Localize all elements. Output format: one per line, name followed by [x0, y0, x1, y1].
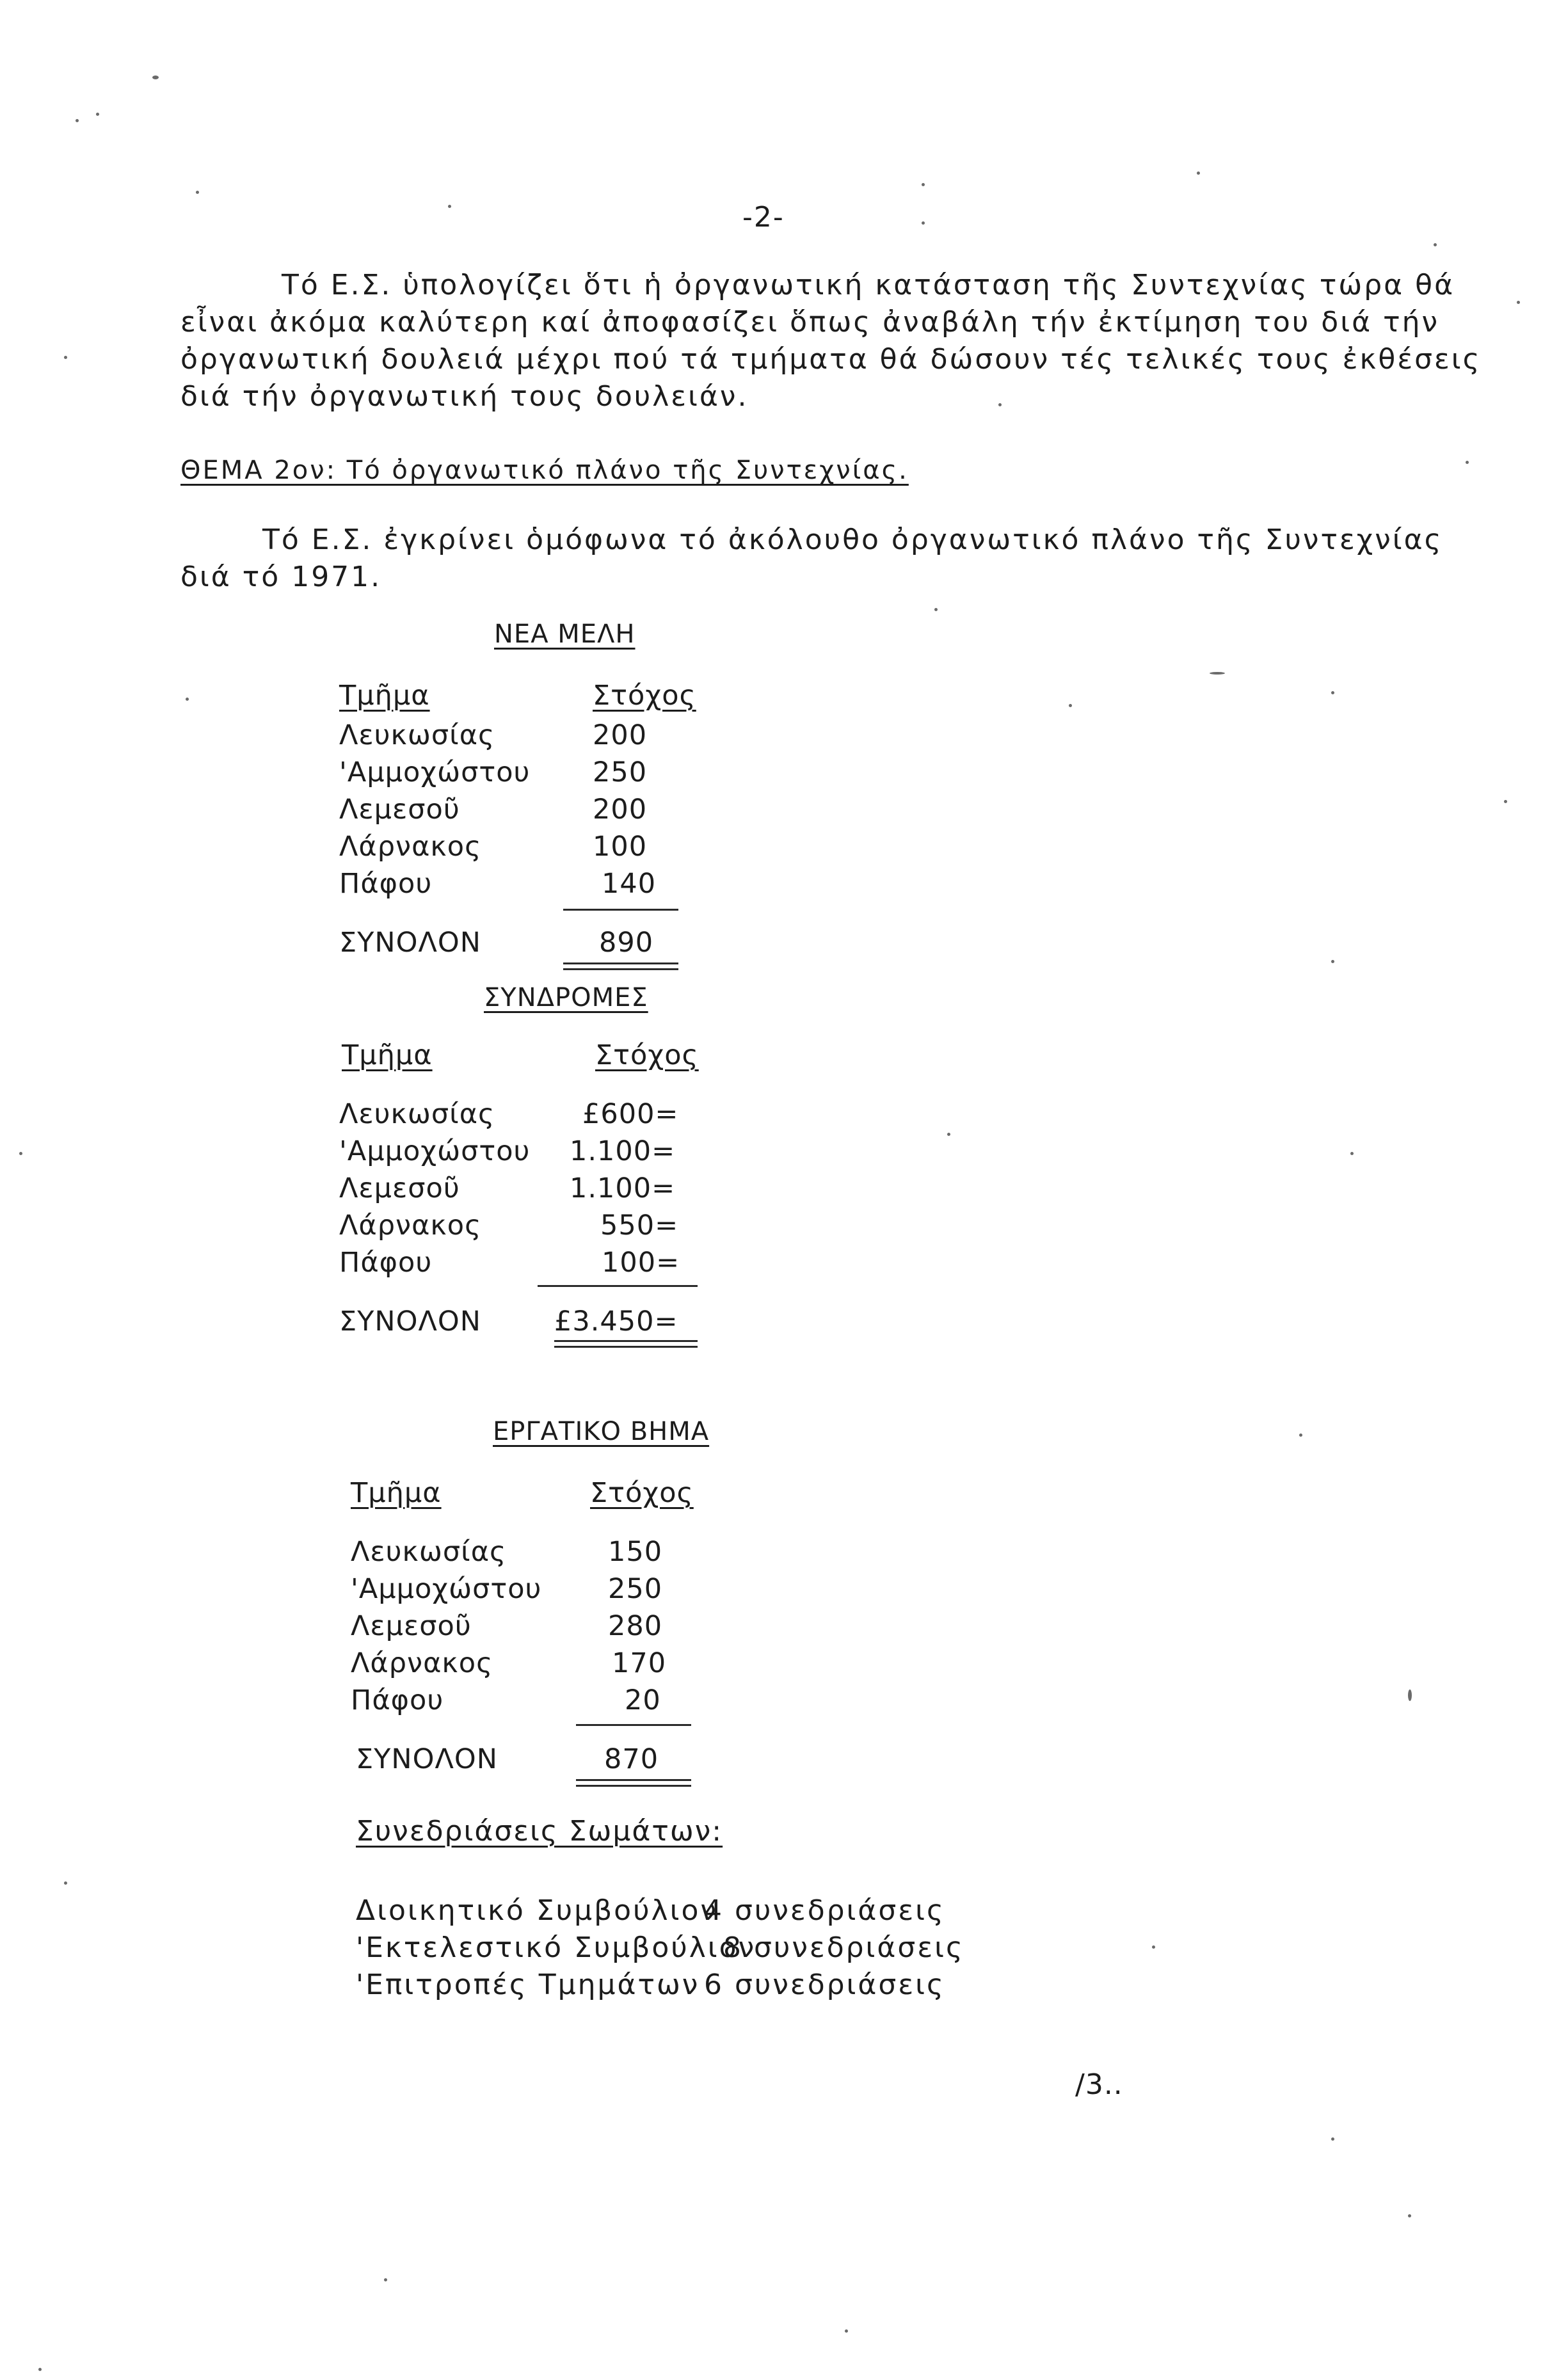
total-value: 890: [599, 927, 654, 959]
table-row-dept: Λεμεσοῦ: [339, 1172, 460, 1204]
table-row-dept: Πάφου: [339, 1247, 433, 1279]
meeting-count: 8 συνεδριάσεις: [723, 1931, 964, 1964]
table-row-value: 100=: [602, 1247, 680, 1279]
table-row-value: 250: [593, 756, 648, 788]
table-title-new-members: ΝΕΑ ΜΕΛΗ: [494, 619, 636, 649]
scan-speck: [1331, 960, 1334, 963]
col-header-dept: Τμῆμα: [339, 680, 430, 712]
next-page-marker: /3..: [1075, 2068, 1123, 2101]
scan-speck: [922, 221, 925, 225]
intro-line-1: Τό Ε.Σ. ὑπολογίζει ὅτι ἡ ὀργανωτική κατάσταση τῆς Συντεχνίας τώρα θά: [282, 269, 1455, 301]
meeting-count: 6 συνεδριάσεις: [704, 1969, 945, 2001]
total-label: ΣΥΝΟΛΟΝ: [339, 1306, 481, 1338]
table-row-dept: Πάφου: [351, 1684, 444, 1716]
total-value: £3.450=: [554, 1306, 678, 1338]
col-header-target: Στόχος: [593, 680, 696, 712]
scan-speck: [1350, 1152, 1354, 1155]
theme-heading: ΘΕΜΑ 2ον: Τό ὀργανωτικό πλάνο τῆς Συντεχνίας.: [180, 456, 909, 485]
table-row-dept: Λάρνακος: [339, 831, 482, 863]
approval-line-1: Τό Ε.Σ. ἐγκρίνει ὁμόφωνα τό ἀκόλουθο ὀργανωτικό πλάνο τῆς Συντεχνίας: [262, 523, 1443, 556]
scan-speck: [1331, 2137, 1334, 2141]
table-row-value: 20: [625, 1684, 661, 1716]
total-value: 870: [604, 1743, 659, 1775]
table-title-labour-tribune: ΕΡΓΑΤΙΚΟ ΒΗΜΑ: [493, 1417, 710, 1446]
table-row-dept: Λεμεσοῦ: [339, 794, 460, 826]
table-row-dept: Λευκωσίας: [339, 1098, 495, 1130]
meeting-body: Διοικητικό Συμβούλιον: [356, 1894, 718, 1927]
scan-speck: [19, 1152, 22, 1155]
scan-speck: [76, 119, 79, 122]
scan-speck: [1408, 2214, 1411, 2217]
table-row-dept: 'Αμμοχώστου: [339, 1135, 531, 1167]
scan-speck: [1197, 172, 1200, 175]
meetings-heading: Συνεδριάσεις Σωμάτων:: [356, 1815, 723, 1848]
meeting-body: 'Επιτροπές Τμημάτων: [356, 1969, 700, 2001]
table-row-value: 280: [608, 1610, 663, 1642]
approval-line-2: διά τό 1971.: [180, 561, 382, 593]
col-header-dept: Τμῆμα: [351, 1477, 442, 1509]
scan-speck: [1466, 461, 1469, 464]
scan-speck: [998, 403, 1002, 406]
table-row-dept: Λευκωσίας: [351, 1536, 507, 1568]
table-row-value: 250: [608, 1573, 663, 1605]
table-row-value: £600=: [582, 1098, 679, 1130]
scan-speck: [186, 698, 189, 701]
total-label: ΣΥΝΟΛΟΝ: [356, 1743, 498, 1775]
scan-speck: [934, 608, 938, 611]
table-row-dept: Πάφου: [339, 868, 433, 900]
scan-speck: [196, 191, 199, 194]
table-row-value: 200: [593, 794, 648, 826]
col-header-target: Στόχος: [595, 1039, 699, 1071]
table-row-value: 170: [612, 1647, 667, 1679]
table-row-value: 1.100=: [570, 1135, 676, 1167]
total-label: ΣΥΝΟΛΟΝ: [339, 927, 481, 959]
col-header-dept: Τμῆμα: [342, 1039, 433, 1071]
scan-speck: [64, 1881, 67, 1885]
table-row-dept: 'Αμμοχώστου: [351, 1573, 542, 1605]
scan-speck: [1504, 800, 1507, 803]
scan-speck: [152, 76, 159, 79]
meeting-count: 4 συνεδριάσεις: [704, 1894, 945, 1927]
table-row-value: 1.100=: [570, 1172, 676, 1204]
scan-speck: [1069, 704, 1072, 707]
table-row-value: 150: [608, 1536, 663, 1568]
scan-speck: [1517, 301, 1520, 304]
scan-speck: [64, 356, 67, 359]
scan-speck: [1152, 1945, 1155, 1949]
total-double-rule: [554, 1340, 698, 1348]
scan-speck: [1408, 1689, 1412, 1701]
subtotal-rule: [563, 909, 678, 911]
total-double-rule: [576, 1779, 691, 1787]
table-row-dept: Λεμεσοῦ: [351, 1610, 472, 1642]
scan-speck: [947, 1133, 950, 1136]
total-double-rule: [563, 962, 678, 970]
scan-speck: [448, 205, 451, 208]
table-row-value: 200: [593, 719, 648, 751]
intro-line-2: εἶναι ἀκόμα καλύτερη καί ἀποφασίζει ὅπως ἀναβάλη τήν ἐκτίμηση του διά τήν: [180, 306, 1440, 339]
meeting-body: 'Εκτελεστικό Συμβούλιον: [356, 1931, 756, 1964]
intro-line-3: ὀργανωτική δουλειά μέχρι πού τά τμήματα θά δώσουν τές τελικές τους ἐκθέσεις: [180, 343, 1482, 376]
scan-speck: [1299, 1434, 1302, 1437]
subtotal-rule: [538, 1285, 698, 1287]
table-row-value: 140: [602, 868, 657, 900]
col-header-target: Στόχος: [590, 1477, 694, 1509]
scan-speck: [1210, 672, 1225, 675]
scan-speck: [922, 183, 925, 186]
table-row-value: 550=: [600, 1210, 679, 1242]
table-row-dept: Λευκωσίας: [339, 719, 495, 751]
page-number: -2-: [742, 201, 785, 234]
scan-speck: [1331, 691, 1334, 694]
scan-speck: [38, 2368, 42, 2371]
scan-speck: [1434, 243, 1437, 246]
table-row-dept: Λάρνακος: [339, 1210, 482, 1242]
table-row-dept: Λάρνακος: [351, 1647, 493, 1679]
subtotal-rule: [576, 1724, 691, 1726]
intro-line-4: διά τήν ὀργανωτική τους δουλειάν.: [180, 380, 749, 413]
table-row-dept: 'Αμμοχώστου: [339, 756, 531, 788]
table-row-value: 100: [593, 831, 648, 863]
scan-speck: [845, 2329, 848, 2333]
scan-speck: [96, 113, 99, 116]
table-title-subscriptions: ΣΥΝΔΡΟΜΕΣ: [484, 983, 648, 1012]
scan-speck: [384, 2278, 387, 2281]
